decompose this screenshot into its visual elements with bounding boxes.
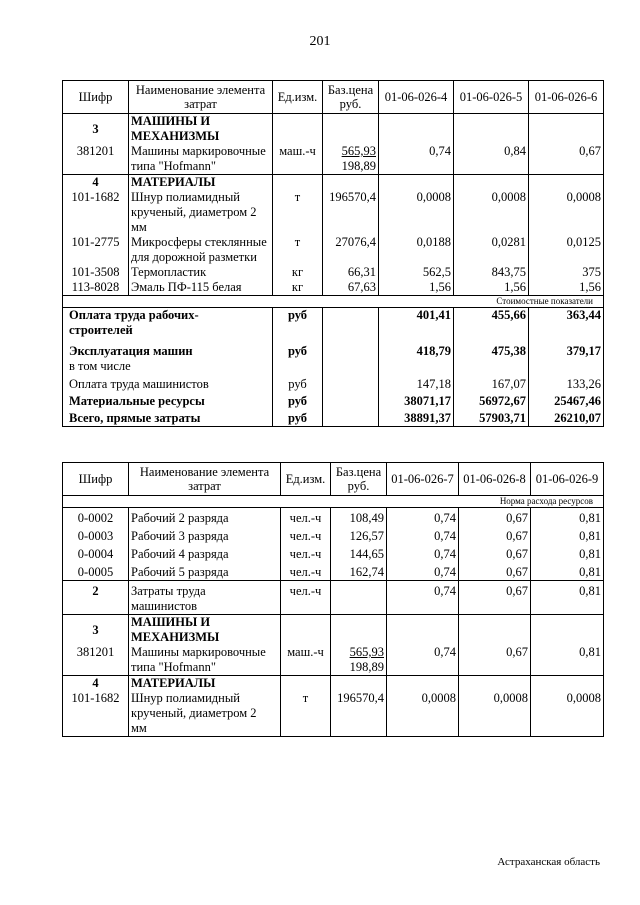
row-price: 67,63 (323, 280, 379, 296)
cost-name: Материальные ресурсы (63, 392, 273, 409)
row-unit: кг (273, 265, 323, 280)
subheader-row (63, 296, 604, 308)
header-price: Баз.цена руб. (323, 81, 379, 114)
row-value: 0,0008 (529, 190, 604, 235)
row-value: 0,0188 (379, 235, 454, 265)
section-materials-row (63, 676, 604, 692)
row-name: Термопластик (129, 265, 273, 280)
row-value: 0,81 (531, 526, 604, 544)
cost-value: 418,79 (379, 338, 454, 359)
resource-table-1 (62, 80, 604, 427)
row-price: 108,49 (331, 508, 387, 527)
row-value: 0,81 (531, 562, 604, 581)
header-price: Баз.цена руб. (331, 463, 387, 496)
row-value: 0,81 (531, 544, 604, 562)
row-value: 0,67 (459, 544, 531, 562)
cost-value: 25467,46 (529, 392, 604, 409)
row-code: 0-0003 (63, 526, 129, 544)
header-code: Шифр (63, 463, 129, 496)
row-code: 101-1682 (63, 691, 129, 737)
cost-unit: руб (273, 409, 323, 427)
row-name: Затраты труда машинистов (129, 581, 281, 615)
row-name: Шнур полиамидный крученый, диаметром 2 мм (129, 691, 281, 737)
row-value: 0,74 (387, 526, 459, 544)
section-machines-row (63, 114, 604, 145)
row-value: 1,56 (379, 280, 454, 296)
cost-value: 38071,17 (379, 392, 454, 409)
row-value: 0,74 (379, 144, 454, 175)
cost-unit: руб (273, 374, 323, 392)
section-code: 3 (63, 615, 129, 646)
row-value: 0,74 (387, 581, 459, 615)
page-number: 201 (309, 34, 331, 49)
row-code: 0-0004 (63, 544, 129, 562)
row-unit: чел.-ч (281, 562, 331, 581)
header-col-2: 01-06-026-8 (459, 463, 531, 496)
cost-value: 38891,37 (379, 409, 454, 427)
cost-unit: руб (273, 338, 323, 359)
row-value: 0,0281 (454, 235, 529, 265)
row-code: 381201 (63, 645, 129, 676)
cost-unit: руб (273, 392, 323, 409)
cost-value: 475,38 (454, 338, 529, 359)
row-price: 27076,4 (323, 235, 379, 265)
cost-row (63, 392, 604, 409)
cost-row (63, 308, 604, 339)
section-materials-row (63, 175, 604, 191)
row-unit: т (273, 190, 323, 235)
row-value: 843,75 (454, 265, 529, 280)
subheader-label: Стоимостные показатели (379, 296, 604, 308)
table-row (63, 526, 604, 544)
row-name: Эмаль ПФ-115 белая (129, 280, 273, 296)
row-value: 0,74 (387, 562, 459, 581)
table-row (63, 190, 604, 235)
row-name: Рабочий 3 разряда (129, 526, 281, 544)
resource-table-2 (62, 462, 604, 737)
cost-value: 57903,71 (454, 409, 529, 427)
row-code: 101-2775 (63, 235, 129, 265)
row-value: 0,84 (454, 144, 529, 175)
row-name: Машины маркировочные типа "Hofmann" (129, 645, 281, 676)
row-value: 0,67 (459, 526, 531, 544)
row-value: 1,56 (529, 280, 604, 296)
table-row (63, 562, 604, 581)
row-value: 0,74 (387, 645, 459, 676)
table-row (63, 235, 604, 265)
row-value: 0,81 (531, 508, 604, 527)
header-name: Наименование элемента затрат (129, 81, 273, 114)
row-value: 0,74 (387, 508, 459, 527)
section-title: МАШИНЫ И МЕХАНИЗМЫ (129, 114, 273, 145)
row-price: 66,31 (323, 265, 379, 280)
row-value: 0,0008 (531, 691, 604, 737)
row-unit: кг (273, 280, 323, 296)
row-unit: маш.-ч (273, 144, 323, 175)
row-value: 0,0008 (454, 190, 529, 235)
row-price: 144,65 (331, 544, 387, 562)
row-price: 162,74 (331, 562, 387, 581)
row-name: Шнур полиамидный крученый, диаметром 2 мм (129, 190, 273, 235)
cost-row (63, 409, 604, 427)
cost-value: 167,07 (454, 374, 529, 392)
section-code: 4 (63, 175, 129, 191)
row-unit: чел.-ч (281, 508, 331, 527)
row-code: 2 (63, 581, 129, 615)
section-title: МАТЕРИАЛЫ (129, 676, 281, 692)
row-unit: т (281, 691, 331, 737)
table-row (63, 544, 604, 562)
section-machines-row (63, 615, 604, 646)
cost-name: в том числе (63, 359, 273, 374)
row-unit: чел.-ч (281, 526, 331, 544)
cost-value: 56972,67 (454, 392, 529, 409)
table-row (63, 144, 604, 175)
row-name: Машины маркировочные типа "Hofmann" (129, 144, 273, 175)
header-code: Шифр (63, 81, 129, 114)
table-row (63, 691, 604, 737)
row-value: 0,0008 (387, 691, 459, 737)
cost-value: 455,66 (454, 308, 529, 339)
section-title: МАТЕРИАЛЫ (129, 175, 273, 191)
row-value: 562,5 (379, 265, 454, 280)
row-price: 565,93 198,89 (323, 144, 379, 175)
table-row (63, 581, 604, 615)
row-unit: чел.-ч (281, 581, 331, 615)
section-title: МАШИНЫ И МЕХАНИЗМЫ (129, 615, 281, 646)
row-code: 113-8028 (63, 280, 129, 296)
cost-value: 379,17 (529, 338, 604, 359)
row-value: 0,67 (459, 508, 531, 527)
cost-value: 147,18 (379, 374, 454, 392)
row-code: 381201 (63, 144, 129, 175)
row-value: 0,67 (459, 581, 531, 615)
cost-row (63, 359, 604, 374)
row-value: 0,0008 (379, 190, 454, 235)
table-row (63, 265, 604, 280)
row-code: 101-1682 (63, 190, 129, 235)
table-header (63, 463, 604, 496)
table-header (63, 81, 604, 114)
row-code: 0-0002 (63, 508, 129, 527)
row-unit: чел.-ч (281, 544, 331, 562)
row-value: 0,67 (459, 645, 531, 676)
row-value: 0,0008 (459, 691, 531, 737)
cost-value: 401,41 (379, 308, 454, 339)
cost-name: Оплата труда рабочих- строителей (63, 308, 273, 339)
section-code: 3 (63, 114, 129, 145)
row-value: 375 (529, 265, 604, 280)
header-unit: Ед.изм. (273, 81, 323, 114)
cost-row (63, 338, 604, 359)
row-value: 0,0125 (529, 235, 604, 265)
table-row (63, 280, 604, 296)
header-col-2: 01-06-026-5 (454, 81, 529, 114)
header-col-1: 01-06-026-7 (387, 463, 459, 496)
row-price: 565,93 198,89 (331, 645, 387, 676)
row-price: 196570,4 (331, 691, 387, 737)
row-value: 0,81 (531, 581, 604, 615)
row-price: 196570,4 (323, 190, 379, 235)
header-col-3: 01-06-026-9 (531, 463, 604, 496)
section-code: 4 (63, 676, 129, 692)
subheader-row (63, 496, 604, 508)
footer-region: Астраханская область (497, 856, 600, 868)
row-value: 0,74 (387, 544, 459, 562)
cost-name: Эксплуатация машин (63, 338, 273, 359)
row-price: 126,57 (331, 526, 387, 544)
row-value: 0,67 (529, 144, 604, 175)
row-code: 0-0005 (63, 562, 129, 581)
header-unit: Ед.изм. (281, 463, 331, 496)
row-name: Рабочий 4 разряда (129, 544, 281, 562)
header-col-3: 01-06-026-6 (529, 81, 604, 114)
row-unit: т (273, 235, 323, 265)
cost-name: Всего, прямые затраты (63, 409, 273, 427)
cost-unit: руб (273, 308, 323, 339)
row-value: 0,81 (531, 645, 604, 676)
table-row (63, 645, 604, 676)
row-code: 101-3508 (63, 265, 129, 280)
row-value: 0,67 (459, 562, 531, 581)
cost-row (63, 374, 604, 392)
row-unit: маш.-ч (281, 645, 331, 676)
table-row (63, 508, 604, 527)
row-value: 1,56 (454, 280, 529, 296)
header-col-1: 01-06-026-4 (379, 81, 454, 114)
subheader-label: Норма расхода ресурсов (63, 496, 604, 508)
header-name: Наименование элемента затрат (129, 463, 281, 496)
row-name: Рабочий 2 разряда (129, 508, 281, 527)
cost-name: Оплата труда машинистов (63, 374, 273, 392)
row-name: Микросферы стеклянные для дорожной разметки (129, 235, 273, 265)
cost-value: 26210,07 (529, 409, 604, 427)
row-name: Рабочий 5 разряда (129, 562, 281, 581)
cost-value: 363,44 (529, 308, 604, 339)
cost-value: 133,26 (529, 374, 604, 392)
